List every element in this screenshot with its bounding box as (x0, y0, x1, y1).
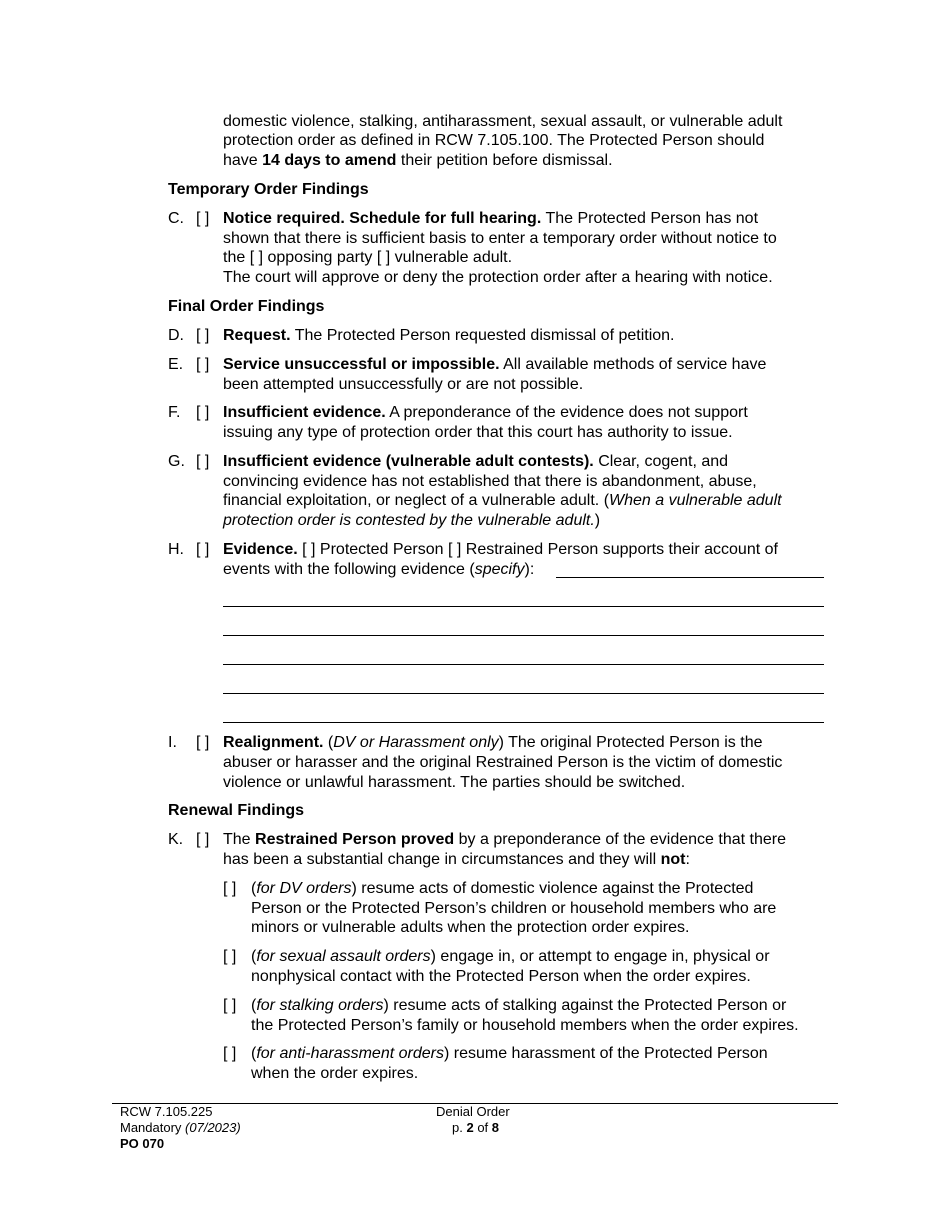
final-findings-heading: Final Order Findings (168, 298, 325, 315)
item-k-checkbox[interactable]: [ ] (196, 831, 210, 848)
intro-line-3: have 14 days to amend their petition before dismissal. (223, 152, 613, 169)
footer-rcw: RCW 7.105.225 (120, 1104, 213, 1119)
sub-item-anti-harassment-line-1: (for anti-harassment orders) resume harassment of the Protected Person (251, 1045, 768, 1062)
item-f-checkbox[interactable]: [ ] (196, 404, 210, 421)
item-f-letter: F. (168, 404, 181, 421)
evidence-blank-line[interactable] (223, 693, 824, 694)
item-g-checkbox[interactable]: [ ] (196, 453, 210, 470)
item-e-line-1: Service unsuccessful or impossible. All available methods of service have (223, 356, 767, 373)
sub-item-stalking-line-2: the Protected Person’s family or household members when the order expires. (251, 1017, 799, 1034)
item-e-line-2: been attempted unsuccessfully or are not possible. (223, 376, 584, 393)
evidence-blank-line[interactable] (223, 664, 824, 665)
item-h-line-1: Evidence. [ ] Protected Person [ ] Restrained Person supports their account of (223, 541, 778, 558)
intro-line-1: domestic violence, stalking, antiharassment, sexual assault, or vulnerable adult (223, 113, 783, 130)
evidence-blank-line[interactable] (223, 606, 824, 607)
item-e-letter: E. (168, 356, 184, 373)
item-f-line-2: issuing any type of protection order that this court has authority to issue. (223, 424, 733, 441)
sub-item-checkbox[interactable]: [ ] (223, 997, 237, 1014)
item-f-line-1: Insufficient evidence. A preponderance of the evidence does not support (223, 404, 748, 421)
item-g-line-3: financial exploitation, or neglect of a vulnerable adult. (When a vulnerable adult (223, 492, 782, 509)
sub-item-sexual-assault-line-2: nonphysical contact with the Protected Person when the order expires. (251, 968, 751, 985)
evidence-blank-line[interactable] (223, 722, 824, 723)
item-k-letter: K. (168, 831, 184, 848)
item-i-line-1: Realignment. (DV or Harassment only) The original Protected Person is the (223, 734, 763, 751)
sub-item-checkbox[interactable]: [ ] (223, 880, 237, 897)
item-c-line-2: shown that there is sufficient basis to enter a temporary order without notice to (223, 230, 777, 247)
footer-page-number: p. 2 of 8 (452, 1120, 500, 1135)
item-d-checkbox[interactable]: [ ] (196, 327, 210, 344)
item-i-line-2: abuser or harasser and the original Restrained Person is the victim of domestic (223, 754, 783, 771)
evidence-blank-line[interactable] (223, 635, 824, 636)
item-g-letter: G. (168, 453, 185, 470)
sub-item-sexual-assault-line-1: (for sexual assault orders) engage in, or attempt to engage in, physical or (251, 948, 770, 965)
item-h-line-2: events with the following evidence (specify): (223, 561, 535, 578)
temporary-findings-heading: Temporary Order Findings (168, 181, 369, 198)
sub-item-anti-harassment-line-2: when the order expires. (251, 1065, 419, 1082)
item-c-checkbox[interactable]: [ ] (196, 210, 210, 227)
item-g-line-1: Insufficient evidence (vulnerable adult contests). Clear, cogent, and (223, 453, 729, 470)
item-g-line-4: protection order is contested by the vulnerable adult.) (223, 512, 601, 529)
sub-item-stalking-line-1: (for stalking orders) resume acts of stalking against the Protected Person or (251, 997, 787, 1014)
sub-item-dv-line-2: Person or the Protected Person’s children or household members who are (251, 900, 777, 917)
item-i-line-3: violence or unlawful harassment. The parties should be switched. (223, 774, 686, 791)
renewal-findings-heading: Renewal Findings (168, 802, 305, 819)
item-c-line-3: the [ ] opposing party [ ] vulnerable adult. (223, 249, 513, 266)
item-k-line-2: has been a substantial change in circumstances and they will not: (223, 851, 690, 868)
item-i-checkbox[interactable]: [ ] (196, 734, 210, 751)
item-h-checkbox[interactable]: [ ] (196, 541, 210, 558)
item-c-letter: C. (168, 210, 184, 227)
item-i-letter: I. (168, 734, 177, 751)
sub-item-dv-line-3: minors or vulnerable adults when the protection order expires. (251, 919, 690, 936)
item-e-checkbox[interactable]: [ ] (196, 356, 210, 373)
item-d-line-1: Request. The Protected Person requested dismissal of petition. (223, 327, 675, 344)
sub-item-dv-line-1: (for DV orders) resume acts of domestic violence against the Protected (251, 880, 754, 897)
item-g-line-2: convincing evidence has not established that there is abandonment, abuse, (223, 473, 757, 490)
intro-line-2: protection order as defined in RCW 7.105.100. The Protected Person should (223, 132, 765, 149)
item-c-line-1: Notice required. Schedule for full hearing. The Protected Person has not (223, 210, 759, 227)
sub-item-checkbox[interactable]: [ ] (223, 948, 237, 965)
item-c-line-4: The court will approve or deny the protection order after a hearing with notice. (223, 269, 773, 286)
footer-form-number: PO 070 (120, 1136, 165, 1151)
item-k-line-1: The Restrained Person proved by a preponderance of the evidence that there (223, 831, 786, 848)
item-d-letter: D. (168, 327, 184, 344)
sub-item-checkbox[interactable]: [ ] (223, 1045, 237, 1062)
footer-mandatory: Mandatory (07/2023) (120, 1120, 241, 1135)
item-h-letter: H. (168, 541, 184, 558)
evidence-blank-line[interactable] (556, 577, 824, 578)
footer-form-title: Denial Order (436, 1104, 510, 1119)
